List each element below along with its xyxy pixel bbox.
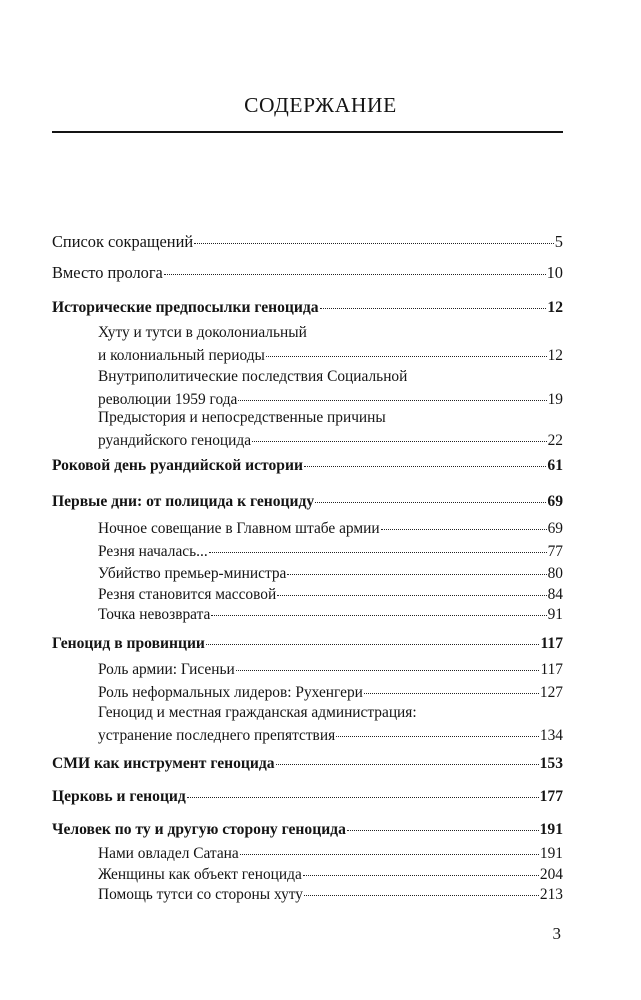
toc-entry: [98, 604, 563, 627]
page-title: СОДЕРЖАНИЕ: [244, 93, 397, 117]
toc-entry: [98, 407, 563, 452]
toc-entry: [98, 541, 563, 564]
toc-entry: [98, 884, 563, 907]
dot-leader: [320, 308, 547, 309]
toc-entry-title: Убийство премьер-министра: [98, 565, 287, 582]
toc-entry-page: 12: [547, 346, 563, 364]
dot-leader: [381, 529, 547, 530]
toc-entry-title: Ночное совещание в Главном штабе армии: [98, 520, 380, 537]
dot-leader: [206, 644, 540, 645]
dot-leader: [304, 466, 546, 467]
toc-entry-page: 153: [539, 755, 563, 772]
toc-entry-page: 177: [539, 788, 563, 805]
toc-entry-title: революции 1959 года: [98, 390, 238, 408]
toc-entry-page: 22: [547, 431, 563, 449]
toc-entry-title: Вместо пролога: [52, 263, 163, 282]
dot-leader: [364, 693, 539, 694]
toc-entry: [52, 633, 563, 656]
toc-entry-title: Роковой день руандийской истории: [52, 457, 303, 474]
toc-entry-page: 84: [547, 586, 563, 603]
toc-entry-page: 117: [540, 635, 563, 652]
toc-entry-page: 134: [539, 726, 563, 744]
dot-leader: [315, 502, 546, 503]
toc-entry: [52, 753, 563, 776]
toc-entry: [98, 659, 563, 682]
toc-entry: [98, 702, 563, 747]
toc-entry: [52, 819, 563, 842]
dot-leader: [236, 670, 540, 671]
toc-entry-page: 69: [547, 493, 563, 510]
toc-entry-title: Помощь тутси со стороны хуту: [98, 886, 303, 903]
toc-entry: [52, 262, 563, 285]
toc-entry: [98, 518, 563, 541]
toc-entry: [52, 231, 563, 254]
toc-entry-page: 12: [547, 299, 563, 316]
dot-leader: [187, 797, 539, 798]
toc-entry-title-line: Геноцид и местная гражданская администрация:: [98, 704, 417, 721]
toc-entry-page: 127: [539, 684, 563, 701]
toc-entry-title: и колониальный периоды: [98, 346, 265, 364]
toc-entry: [98, 563, 563, 586]
toc-entry-page: 191: [539, 845, 563, 862]
toc-entry-title: Роль армии: Гисеньи: [98, 661, 235, 678]
toc-entry-title: руандийского геноцида: [98, 431, 252, 449]
toc-entry-title: Резня началась...: [98, 543, 208, 560]
toc-entry-title: Геноцид в провинции: [52, 635, 205, 652]
dot-leader: [336, 736, 539, 737]
toc-entry: [98, 366, 563, 411]
toc-entry-page: 117: [540, 661, 563, 678]
toc-entry-title: Первые дни: от полицида к геноциду: [52, 493, 315, 510]
dot-leader: [347, 830, 539, 831]
toc-entry-page: 213: [539, 886, 563, 903]
toc-entry-page: 69: [547, 520, 563, 537]
toc-entry: [52, 297, 563, 320]
toc-entry: [98, 843, 563, 866]
toc-entry: [52, 491, 563, 514]
toc-entry-title-line: Предыстория и непосредственные причины: [98, 409, 386, 426]
dot-leader: [276, 764, 539, 765]
dot-leader: [304, 895, 539, 896]
toc-entry-page: 61: [547, 457, 563, 474]
dot-leader: [164, 274, 546, 275]
dot-leader: [211, 615, 546, 616]
toc-entry-title: устранение последнего препятствия: [98, 726, 336, 744]
toc-entry-page: 91: [547, 606, 563, 623]
toc-entry-page: 191: [539, 821, 563, 838]
toc-entry-title-line: Хуту и тутси в доколониальный: [98, 324, 307, 341]
toc-entry-page: 77: [547, 543, 563, 560]
dot-leader: [303, 875, 539, 876]
page-number: 3: [552, 924, 561, 943]
dot-leader: [266, 356, 547, 357]
toc-entry-title: Точка невозврата: [98, 606, 211, 623]
toc-entry-title-line: Внутриполитические последствия Социальной: [98, 368, 408, 385]
dot-leader: [277, 595, 546, 596]
dot-leader: [194, 243, 554, 244]
dot-leader: [240, 854, 539, 855]
toc-entry-page: 204: [539, 866, 563, 883]
dot-leader: [252, 441, 547, 442]
dot-leader: [238, 400, 546, 401]
toc-entry-title: СМИ как инструмент геноцида: [52, 755, 275, 772]
toc-entry-page: 80: [547, 565, 563, 582]
toc-entry-title: Исторические предпосылки геноцида: [52, 299, 319, 316]
toc-entry: [52, 455, 563, 478]
toc-entry-title: Нами овладел Сатана: [98, 845, 239, 862]
toc-entry-page: 5: [554, 232, 563, 251]
toc-entry-page: 10: [546, 263, 563, 282]
toc-entry-title: Женщины как объект геноцида: [98, 866, 302, 883]
toc-entry-title: Роль неформальных лидеров: Рухенгери: [98, 684, 363, 701]
toc-entry: [98, 322, 563, 367]
toc-entry-title: Список сокращений: [52, 232, 194, 251]
dot-leader: [209, 552, 547, 553]
toc-entry-title: Человек по ту и другую сторону геноцида: [52, 821, 346, 838]
toc-entry-page: 19: [547, 390, 563, 408]
toc-entry-title: Резня становится массовой: [98, 586, 277, 603]
dot-leader: [287, 574, 546, 575]
toc-entry-title: Церковь и геноцид: [52, 788, 186, 805]
toc-entry: [52, 786, 563, 809]
